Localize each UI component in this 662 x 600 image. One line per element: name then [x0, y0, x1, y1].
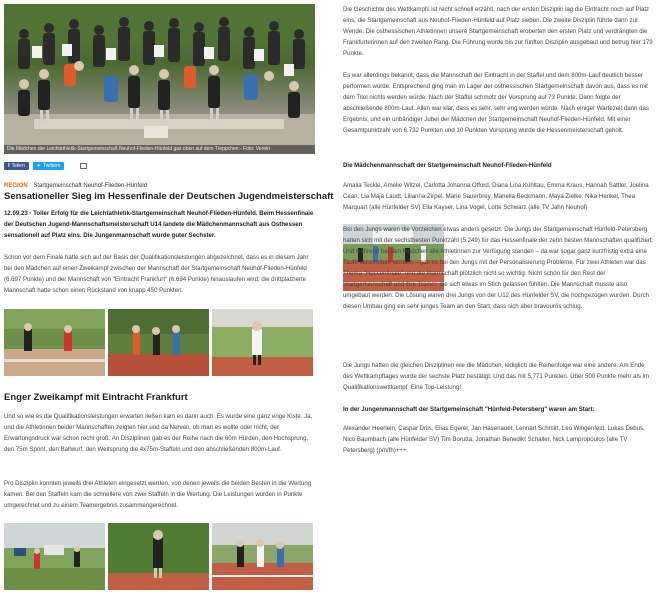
- article-paragraph-3: Pro Disziplin konnten jeweils drei Athleten eingesetzt werden, von denen jeweils die beiden Besten in die Wertung kamen. Bei den Staffeln kam die schnellere von zwei Staffeln in die Wertung. Die Leistungen wurden in Punkte umgerechnet und zu einem Teamergebnis zusammengerechnet.: [4, 480, 312, 509]
- gallery-thumb-2-graphic: [108, 309, 209, 376]
- gallery-thumb-5-graphic: [108, 523, 209, 590]
- article-title: Sensationeller Sieg im Hessenfinale der Deutschen Jugendmeisterschaft: [4, 191, 334, 202]
- region-value[interactable]: Startgemeinschaft Neuhof-Flieden-Hünfeld: [33, 183, 148, 189]
- boys-team-heading-text: In der Jungenmannschaft der Startgemeinschaft "Hünfeld-Petersberg" waren am Start:: [343, 406, 595, 413]
- facebook-icon: f: [8, 162, 10, 169]
- twitter-share-label: Twittern: [42, 162, 61, 169]
- twitter-share-button[interactable]: [33, 162, 65, 170]
- girls-team-heading-text: Die Mädchenmannschaft der Startgemeinschaft Neuhof-Flieden-Hünfeld: [343, 162, 552, 169]
- article-paragraph-2: Und so wie es die Qualifikationsleistungen erwarten ließen kam es dann auch. Es wurde eine ganz enge Kiste. Ja, und die Athletinnen beider Mannschaften zeigten hier und da Nerven, ob man es wollte oder nicht, der Erwartungsdruck war schon recht groß. An Disziplinen gab es der Reihe nach die 60m Hürden, den Hochsprung, den 75m Sprint, den Ballwurf, den Weitsprung die 4x75m-Staffeln und den abschließenden 800m-Lauf.: [4, 413, 313, 453]
- article-paragraph-r1: Die Geschichte des Wettkampfs ist recht schnell erzählt, nach der ersten Disziplin lag die Eintracht noch auf Platz eins, die Startgemeinschaft aus Neuhof-Flieden-Hünfeld auf Platz sieben. Die zweite Disziplin führte dann zur Wende. Die osthessischen Athletinnen unsere Startgemeinschaft eroberten den ersten Platz und verdrängten die Frankfurterinnen auf den zweiten Rang. Die Führung wurde bis zur fünften Disziplin ausgebaut und betrug hier 179 Punkte.: [343, 6, 653, 57]
- gallery-thumb-4[interactable]: [4, 523, 105, 590]
- girls-team-heading: [343, 160, 655, 171]
- article-paragraph-r4: Bei den Jungs waren die Vorzeichen etwas anders gesetzt. Die Jungs der Startgemeinschaft Hünfeld-Petersberg hatten sich mit der sechstbesten Punktzahl (5.249) für das Hessenfinale der zehn besten Mannschaften qualifiziert. Und während bei den Mädchen alle Athletinnen zur Verfügung standen – da war sogar ganz kurzfristig extra eine Taufe verschoben worden – gab es bei den Jungs mit der Personalisierung Probleme. Für zwei Athleten war das Thema "Hessenfinale" und die Mannschaft plötzlich nicht so wichtig. Nicht schön für den Rest der Startgemeinschaft und ihre Trainer, die sich etwas im Stich gelassen fühlten. Die Mannschaft musste also umgebaut werden. Die Lösung waren drei Jungs von der U12 des Hünfelder SV, die hochgezogen wurden. Durch diesen Umbau ging ein sehr junges Team an den Start, dass sich aber bravourös schlug.: [343, 226, 654, 310]
- boys-team-heading: [343, 404, 655, 415]
- share-bar: [4, 161, 87, 170]
- facebook-share-button[interactable]: [4, 162, 29, 170]
- region-label: REGION: [4, 183, 28, 189]
- gallery-thumb-6-graphic: [212, 523, 313, 590]
- hero-caption: Die Mädchen der Leichtathletik-Startgemeinschaft Neuhof-Flieden-Hünfeld gaz oben auf dem Treppchen - Foto: Verein: [4, 145, 315, 154]
- gallery-thumb-1[interactable]: [4, 309, 105, 376]
- gallery-thumb-4-graphic: [4, 523, 105, 590]
- article-paragraph-r2: Es war allerdings bekannt, dass die Mannschaft der Eintracht in der Staffel und dem 800m-Lauf deutlich besser performen würde. Entsprechend ging man im Lager der osthessischen Startgemeinschaft davon aus, dass es mit dem Titel nichts werden würde. Nach der Staffel schmolz der Vorsprung auf 73 Punkte. Dann folgte der abschließende 800m-Lauf. Allen war klar, dass es sehr, sehr eng werden würde. Nach einiger Wartezeit dann das Ergebnis; und ein unbändiger Jubel der Mädchen der Startgemeinschaft Neuhof-Flieden-Hünfeld. Mit einer Gesamtpunktzahl von 6.732 Punkten und 10 Punkten Vorsprung wurde die Hessenmeisterschaft geholt.: [343, 72, 649, 134]
- article-paragraph-r5: Die Jungs hatten die gleichen Disziplinen wie die Mädchen, lediglich die Reihenfolge war eine andere. Am Ende des Wettkampftages wurde der sechste Platz bestätigt. Und das mit 5.771 Punkten. Über 500 Punkte mehr als im Qualifikationswettkampf. Eine Top-Leistung!: [343, 362, 650, 391]
- print-icon[interactable]: [80, 163, 87, 169]
- gallery-thumb-5[interactable]: [108, 523, 209, 590]
- gallery-thumb-1-graphic: [4, 309, 105, 376]
- gallery-thumb-2[interactable]: [108, 309, 209, 376]
- article-date: 12.09.23 -: [4, 210, 32, 217]
- boys-team-names: Alexander Heerlein, Caspar Driis, Elias Egerer, Jan Hasenauer, Lennart Schmitt, Leo Wingenfeld, Lukas Debus, Nico Baumbach (alle Hünfelder SV) Tim Borutta, Jonathan Benedikt Schaller, Nick Lampropoulos (alle TV Petersberg) (pm/fh)+++: [343, 425, 645, 454]
- twitter-icon: ✦: [36, 162, 41, 169]
- hero-photo: [4, 4, 315, 154]
- article-paragraph-1: Schon vor dem Finale hatte sich auf der Basis der Qualifikationsleistungen abgezeichnet, dass es in diesem Jahr bei den Mädchen auf einen Zweikampf zwischen der Mannschaft der Startgemeinschaft Neuhof-Flieden-Hünfeld (6.697 Punkte) und der Mannschaft von "Eintracht Frankfurt" (6.694 Punkte) hinauslaufen wird; die drittplatzierte Mannschaft hatte schon einen Rückstand von knapp 450 Punkten.: [4, 254, 309, 294]
- section-heading-zweikampf: Enger Zweikampf mit Eintracht Frankfurt: [4, 392, 188, 403]
- article-lead: [4, 208, 315, 241]
- gallery-thumb-3[interactable]: [212, 309, 313, 376]
- facebook-share-label: Teilen: [11, 162, 25, 169]
- article-lead-text: Toller Erfolg für die Leichtathletik-Startgemeinschaft Neuhof-Flieden-Hünfeld. Beim Hessenfinale der Deutschen Jugend-Mannschaftsmeisterschaft U14 landete die Mädchenmannschaft aus Osthessen sensationell auf Platz eins. Die Jungenmannschaft wurde guter Sechster.: [4, 210, 314, 239]
- girls-team-names: Amalia Teckle, Amelie Witzel, Carlotta Johanna Offord, Diana Lina Kühltau, Emma Kraus, Hannah Sattler, Joelina Cean, Lia Maja Laudt, Lilianna Zirpel, Marie Sauerbrey, Mariella Beckmann, Maya Zielke, Nika Henkel, Thea Marquart (alle Hünfelder SV) Ella Kayser, Lina Vogel, Lotte Schwarz (alle TV Jahn Neuhof): [343, 182, 649, 211]
- gallery-thumb-6[interactable]: [212, 523, 313, 590]
- hero-photo-graphic: [4, 4, 315, 154]
- gallery-thumb-3-graphic: [212, 309, 313, 376]
